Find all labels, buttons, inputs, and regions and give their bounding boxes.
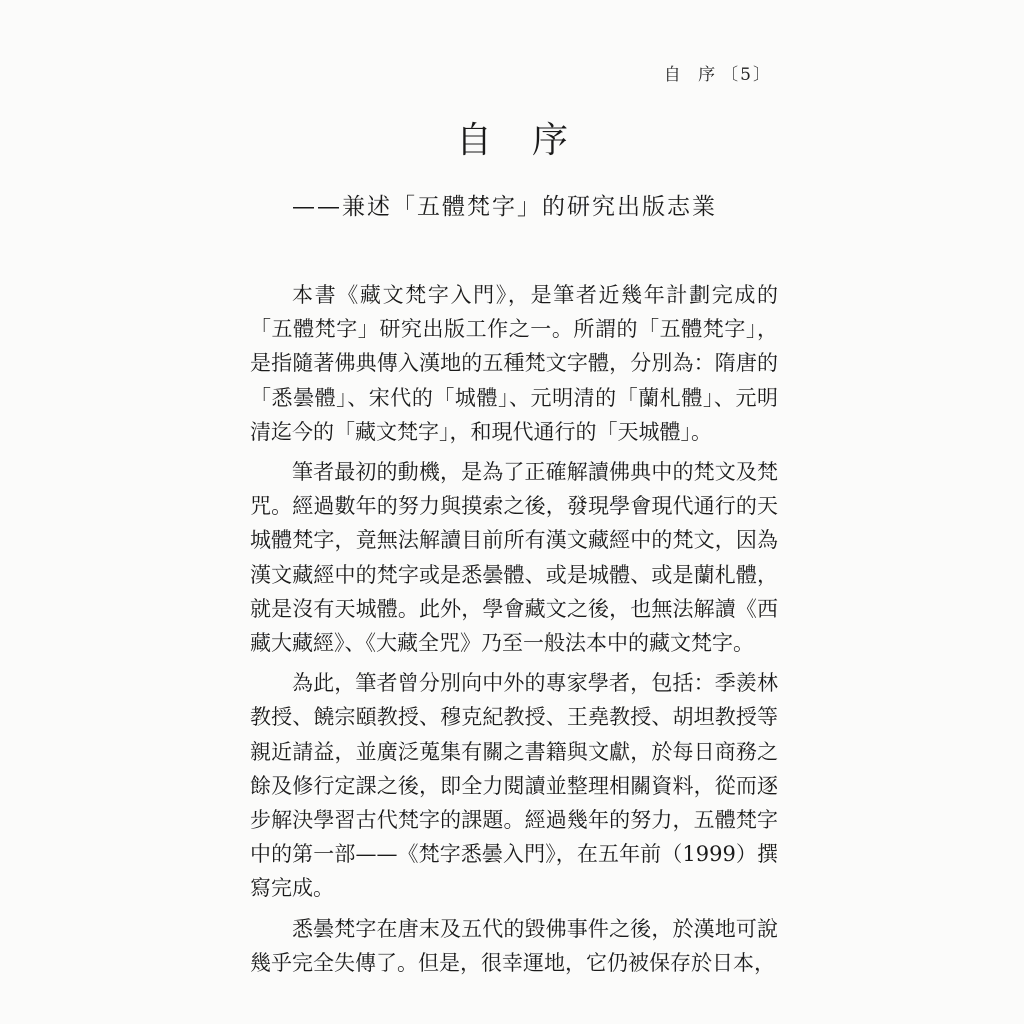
paragraph-2: 筆者最初的動機，是為了正確解讀佛典中的梵文及梵咒。經過數年的努力與摸索之後，發現學會現代通行的天城體梵字，竟無法解讀目前所有漢文藏經中的梵文，因為漢文藏經中的梵字或是悉曇體、或是城體、或是蘭札體，就是沒有天城體。此外，學會藏文之後，也無法解讀《西藏大藏經》、《大藏全咒》乃至一般法本中的藏文梵字。: [250, 460, 778, 656]
chapter-title: 自序: [455, 120, 608, 161]
paragraph-3: 為此，筆者曾分別向中外的專家學者，包括：季羨林教授、饒宗頤教授、穆克紀教授、王堯教授、胡坦教授等親近請益，並廣泛蒐集有關之書籍與文獻，於每日商務之餘及修行定課之後，即全力閱讀並整理相關資料，從而逐步解決學習古代梵字的課題。經過幾年的努力，五體梵字中的第一部——《梵字悉曇入門》，在五年前（1999）撰寫完成。: [250, 671, 778, 901]
page-number: 〔5〕: [721, 65, 772, 85]
paragraph-4: 悉曇梵字在唐末及五代的毀佛事件之後，於漢地可說幾乎完全失傳了。但是，很幸運地，它仍被保存於日本，: [250, 916, 778, 975]
chapter-subtitle: ——兼述「五體梵字」的研究出版志業: [292, 194, 717, 220]
running-header-title: 自 序: [663, 65, 722, 85]
paragraph-1: 本書《藏文梵字入門》，是筆者近幾年計劃完成的「五體梵字」研究出版工作之一。所謂的「五體梵字」，是指隨著佛典傳入漢地的五種梵文字體，分別為：隋唐的「悉曇體」、宋代的「城體」、元明清的「蘭札體」、元明清迄今的「藏文梵字」，和現代通行的「天城體」。: [250, 283, 778, 444]
running-header: [664, 60, 772, 85]
body-text: [250, 278, 778, 980]
